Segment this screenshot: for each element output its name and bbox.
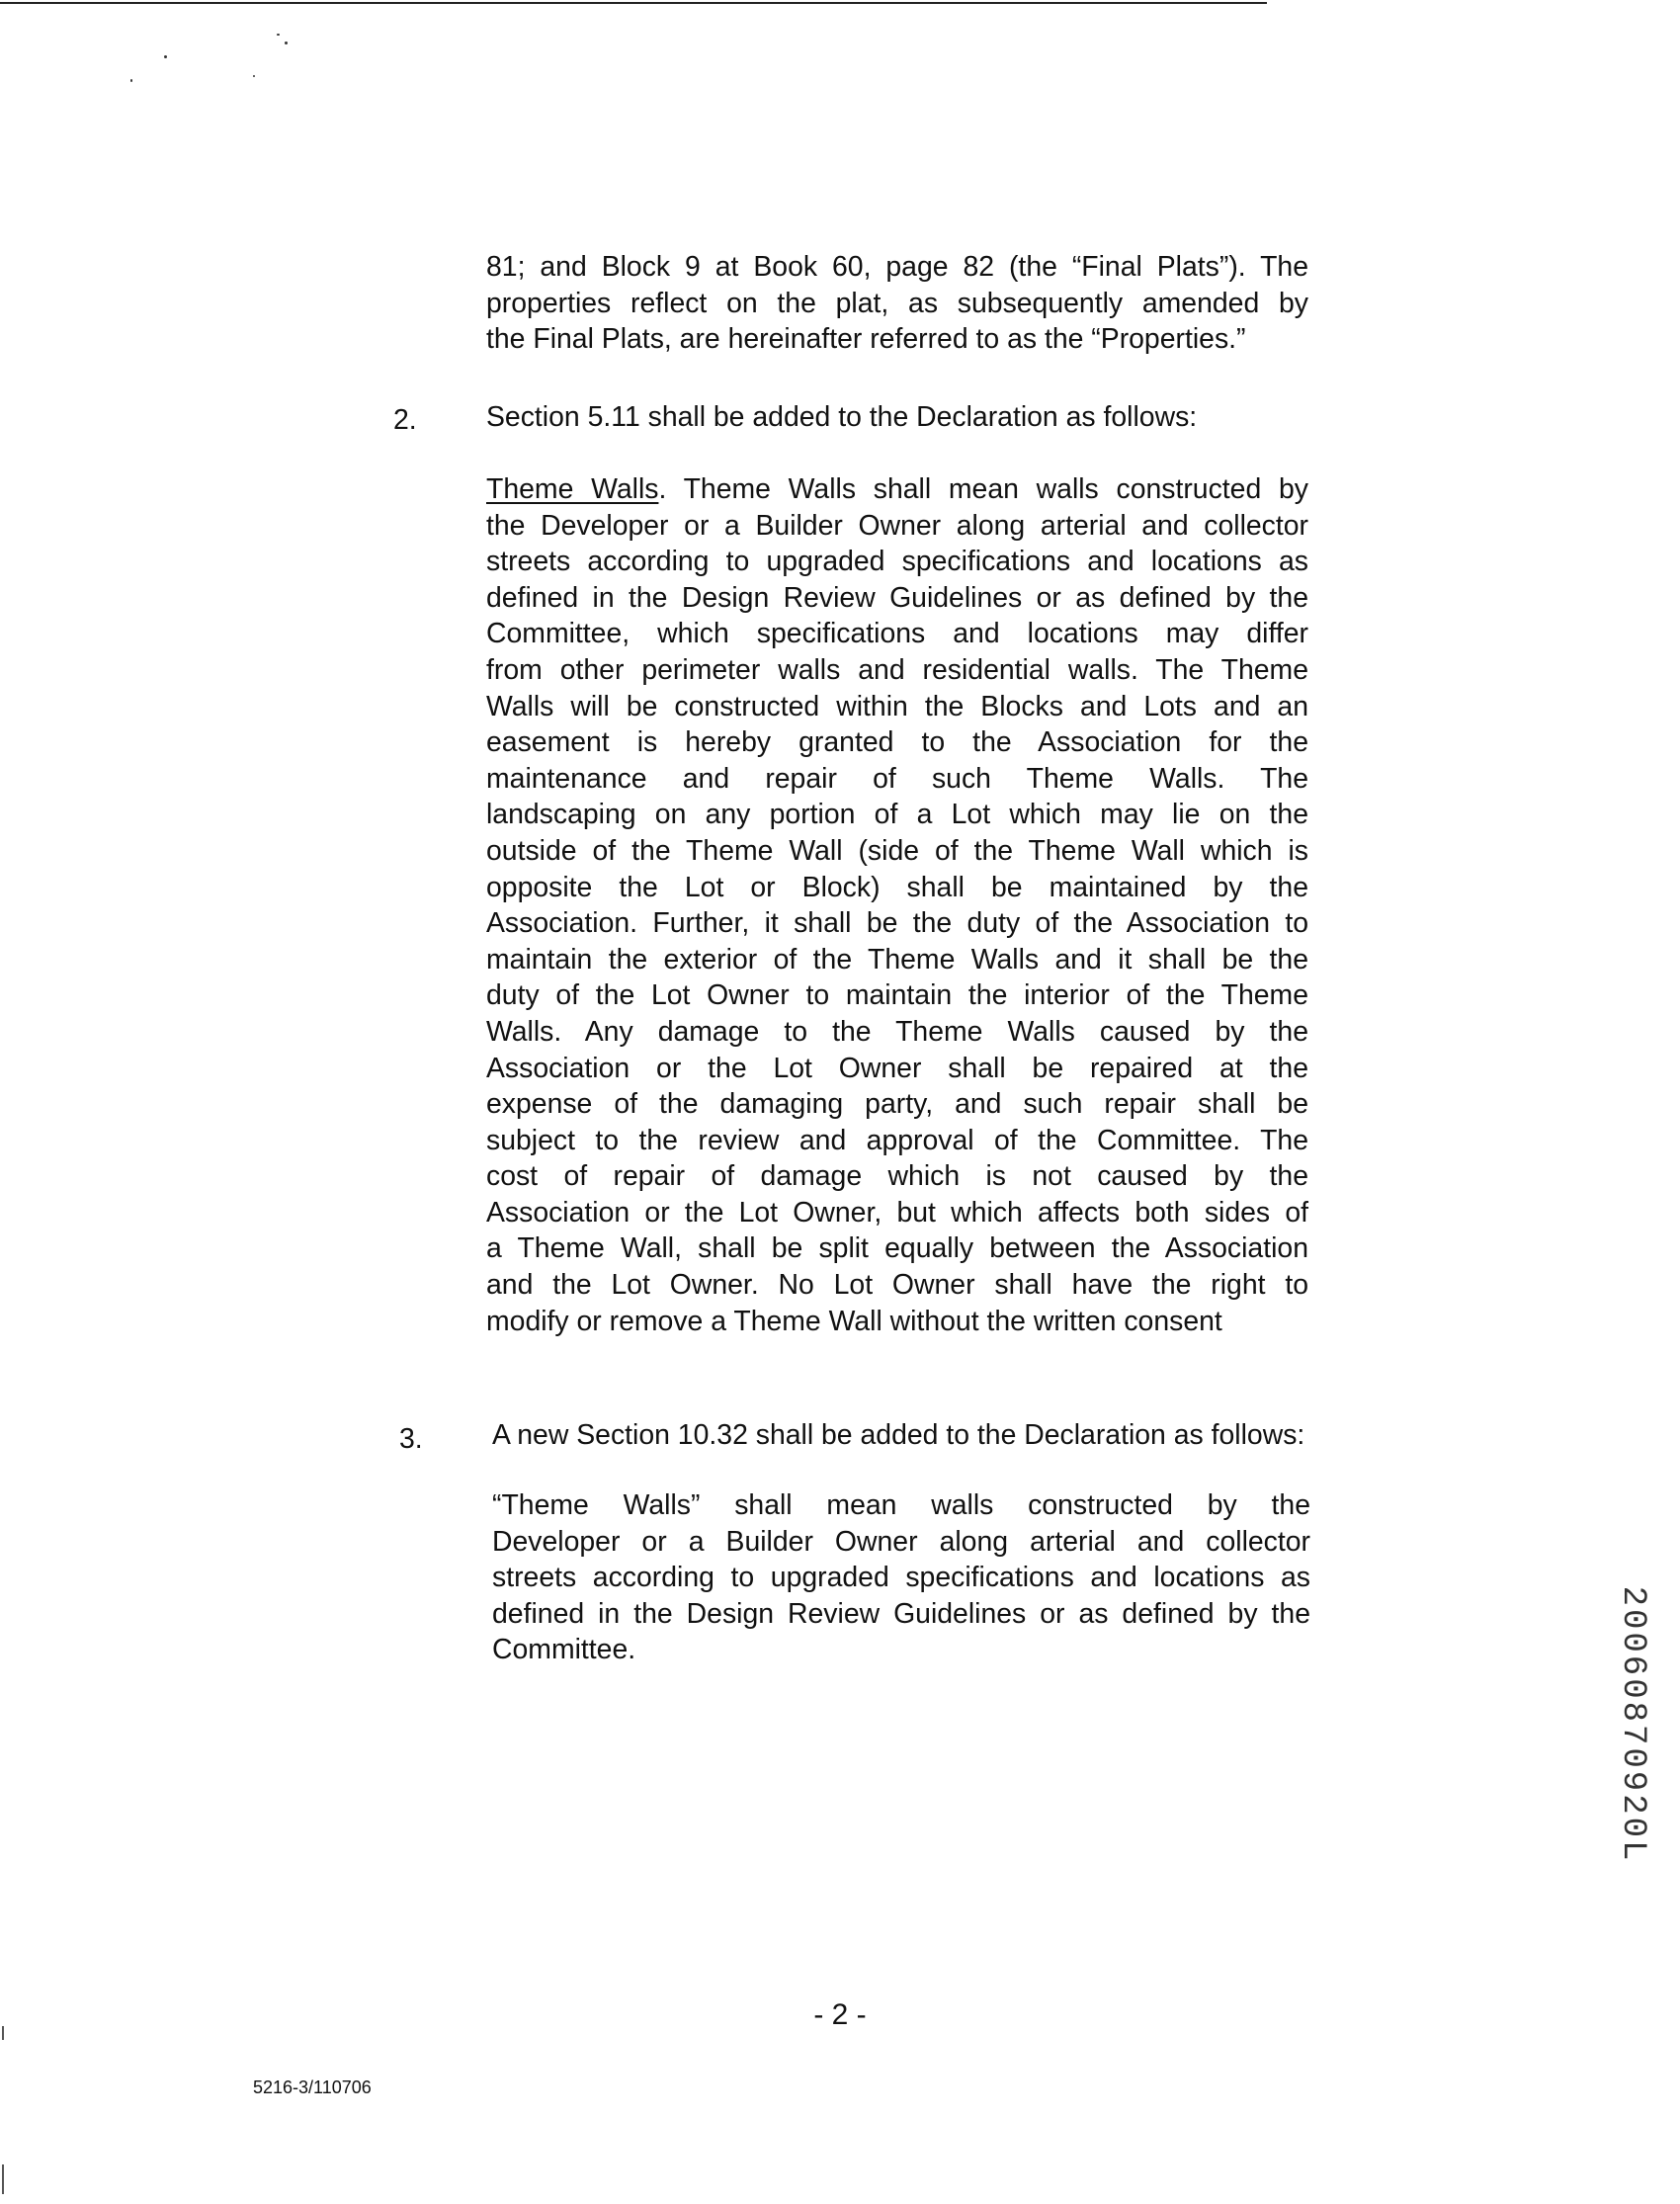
item-2-line: from other perimeter walls and residential walls. The Theme [486,653,1308,686]
item-2-line: maintain the exterior of the Theme Walls and it shall be the [486,943,1308,975]
item-2-line: expense of the damaging party, and such repair shall be [486,1088,1308,1121]
item-2-line: Walls will be constructed within the Blocks and Lots and an [486,690,1308,722]
item-2-line: outside of the Theme Wall (side of the Theme Wall which is [486,834,1308,867]
item-3-line: streets according to upgraded specifications and locations as [492,1562,1310,1594]
scan-speck [277,34,280,36]
item-3-line: “Theme Walls” shall mean walls constructed by the [492,1489,1310,1521]
intro-line: the Final Plats, are hereinafter referred to as the “Properties.” [486,323,1246,356]
item-2-line: easement is hereby granted to the Association for the [486,726,1308,759]
item-2-line: Association or the Lot Owner, but which affects both sides of [486,1196,1308,1229]
item-2-line: landscaping on any portion of a Lot which may lie on the [486,799,1308,831]
top-scan-border [0,2,1267,4]
item-2-line: the Developer or a Builder Owner along arterial and collector [486,509,1308,542]
item-2-line: and the Lot Owner. No Lot Owner shall have the right to [486,1269,1308,1302]
item-2-number: 2. [393,404,417,436]
theme-walls-term: Theme Walls [486,473,659,505]
left-edge-mark [2,2164,4,2194]
item-2-line: duty of the Lot Owner to maintain the interior of the Theme [486,979,1308,1012]
item-2-line: modify or remove a Theme Wall without the written consent [486,1305,1222,1337]
side-stamp-number: 20060870920L [1614,1585,1651,1864]
side-recording-stamp [1611,1585,1654,1864]
item-2-line: Walls. Any damage to the Theme Walls caused by the [486,1015,1308,1048]
item-3-line: defined in the Design Review Guidelines or as defined by the [492,1597,1310,1630]
intro-line: properties reflect on the plat, as subsequently amended by [486,287,1308,319]
scan-speck [253,75,255,77]
item-2-line: cost of repair of damage which is not caused by the [486,1160,1308,1193]
item-2-line: streets according to upgraded specifications and locations as [486,546,1308,578]
item-2-heading: Section 5.11 shall be added to the Declaration as follows: [486,401,1198,433]
item-3-number: 3. [399,1423,423,1455]
item-2-line: maintenance and repair of such Theme Walls. The [486,762,1308,795]
left-edge-mark [2,2026,4,2040]
item-3-line: Developer or a Builder Owner along arterial and collector [492,1525,1310,1558]
scan-speck [164,55,167,58]
item-2-first-line-rest: . Theme Walls shall mean walls constructed by [658,473,1308,505]
item-2-line: opposite the Lot or Block) shall be maintained by the [486,871,1308,903]
item-3-line: Committee. [492,1634,636,1666]
item-3-body [492,1487,1310,1668]
scan-speck [130,79,132,82]
item-2-line: a Theme Wall, shall be split equally between the Association [486,1232,1308,1265]
intro-line: 81; and Block 9 at Book 60, page 82 (the “Final Plats”). The [486,251,1308,283]
item-3-heading: A new Section 10.32 shall be added to the Declaration as follows: [492,1419,1305,1451]
item-2-line: Committee, which specifications and locations may differ [486,618,1308,650]
intro-paragraph [486,249,1308,358]
scan-speck [285,42,288,44]
document-code: 5216-3/110706 [253,2077,372,2097]
page-number: - 2 - [813,1998,867,2031]
item-2-line: Association. Further, it shall be the duty of the Association to [486,907,1308,940]
item-2-line: defined in the Design Review Guidelines or as defined by the [486,581,1308,614]
item-2-first-line [486,471,1308,508]
item-2-line: subject to the review and approval of the Committee. The [486,1124,1308,1156]
item-2-line: Association or the Lot Owner shall be repaired at the [486,1052,1308,1084]
item-2-body [486,471,1308,1339]
